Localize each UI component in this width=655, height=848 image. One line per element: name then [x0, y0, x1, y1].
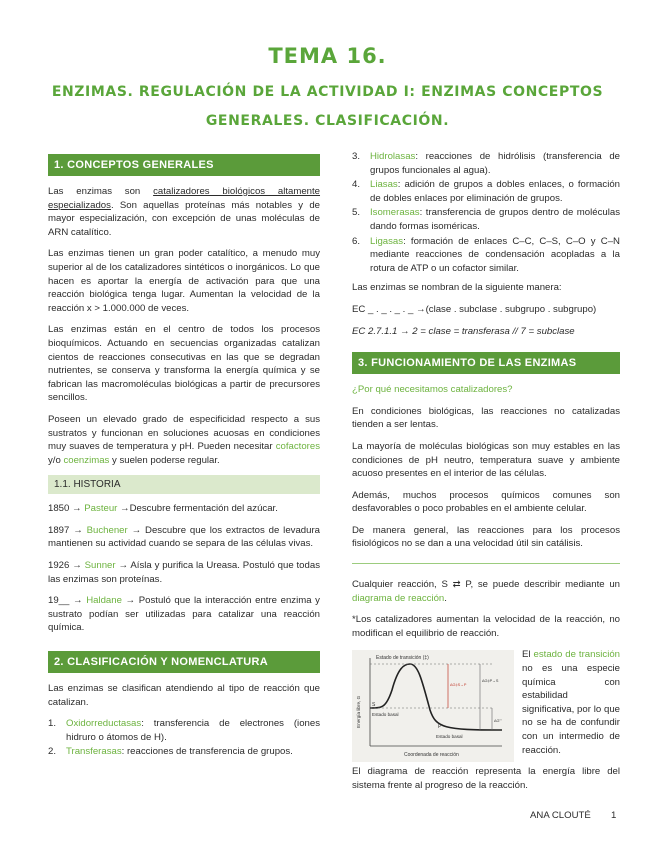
text-span: y/o [48, 454, 64, 466]
history-scientist: Sunner [84, 560, 116, 572]
list-number: 4. [352, 179, 361, 191]
text-span: . Son aquellas proteínas más notables y de mayor especialización, con excepción de unas moléculas de ARN catalítico. [48, 199, 320, 238]
history-text: → Aísla y purifica la Ureasa. Postuló que todas las enzimas son proteínas. [48, 560, 320, 585]
enzyme-class-text: : reacciones de transferencia de grupos. [121, 746, 293, 758]
history-text: →Descubre fermentación del azúcar. [117, 503, 278, 515]
history-year: 1926 → [48, 560, 85, 572]
label-dg-forward: ΔG‡S→P [450, 683, 467, 688]
list-number: 1. [48, 718, 57, 730]
paragraph-definition [48, 185, 320, 239]
paragraph-catalytic-power: Las enzimas tienen un gran poder catalítico, a menudo muy superior al de los catalizadores sintéticos o inorgánicos. Lo que hacen es aportar la energía de activación para que una reacción biológica tenga lugar. Aumentan la velocidad de la reacción x > 1.000.000 de veces. [48, 248, 320, 314]
paragraph-diagram-description: El diagrama de reacción representa la energía libre del sistema frente al progreso de la reacción. [352, 766, 620, 791]
term-coenzimas: coenzimas [63, 454, 110, 466]
footer-author: ANA CLOUTÉ [530, 810, 591, 821]
subsection-header-historia: 1.1. HISTORIA [48, 475, 320, 494]
figure-wrap-block [352, 648, 620, 792]
history-year: 1897 → [48, 524, 87, 536]
history-text: → Postuló que la interacción entre enzima y sustrato podían ser utilizadas para catalizar una reacción química. [48, 595, 320, 634]
list-number: 5. [352, 207, 361, 219]
text-span: El [522, 649, 534, 661]
paragraph-naming: Las enzimas se nombran de la siguiente manera: [352, 282, 562, 294]
text-span: no es una especie química con estabilidad significativa, por lo que no se ha de confundir con un intermedio de reacción. [522, 663, 620, 756]
list-item [352, 235, 620, 276]
page-number: 1 [611, 810, 617, 821]
text-span: Las enzimas son [48, 186, 154, 197]
list-number: 6. [352, 235, 361, 247]
label-x-axis: Coordenada de reacción [404, 752, 459, 759]
enzyme-class-text: : transferencia de grupos dentro de moléculas dando formas isoméricas. [370, 207, 620, 232]
enzyme-class-name: Hidrolasas [370, 151, 416, 162]
list-item [352, 206, 620, 233]
list-item [352, 150, 620, 177]
list-number: 2. [48, 746, 57, 758]
label-dg-standard: ΔG'° [494, 719, 502, 724]
text-span: Cualquier reacción, S ⇄ P, se puede describir mediante un [352, 579, 620, 591]
enzyme-class-text: : formación de enlaces C–C, C–S, C–O y C–N mediante reacciones de condensación acopladas a la rotura de ATP o un cofactor similar. [370, 235, 620, 274]
section-header-clasificacion: 2. CLASIFICACIÓN Y NOMENCLATURA [48, 651, 320, 673]
figure-background [352, 650, 514, 762]
paragraph-biochemical-processes: Las enzimas están en el centro de todos los procesos bioquímicos. Actuando en secuencias organizadas catalizan cientos de reacciones consecutivas en las que se degradan nutrientes, se conserva y transforma la energía química y se fabrican las macromoléculas biológicas a partir de precursores sencillos. [48, 324, 320, 404]
label-basal-1: Estado basal [372, 712, 399, 718]
label-dg-reverse: ΔG‡P→S [482, 679, 499, 684]
paragraph-unfavorable: Además, muchos procesos químicos comunes son desfavorables o poco probables en el ambiente celular. [352, 489, 620, 515]
list-item [48, 745, 320, 759]
history-scientist: Haldane [86, 595, 122, 607]
page-title: TEMA 16. [268, 44, 387, 68]
history-year: 1850 → [48, 503, 85, 515]
enzyme-class-list [48, 717, 320, 759]
enzyme-class-text: : transferencia de electrones (iones hidruro o átomos de H). [66, 718, 320, 743]
label-s: S [372, 702, 376, 709]
history-item [48, 502, 320, 516]
label-p: P [438, 724, 442, 731]
ec-example: EC 2.7.1.1 → 2 = clase = transferasa // 7 = subclase [352, 325, 575, 337]
history-item [48, 524, 320, 551]
label-y-axis: Energía libre, G [356, 696, 361, 729]
section-header-conceptos: 1. CONCEPTOS GENERALES [48, 154, 320, 176]
paragraph-slow-reactions: En condiciones biológicas, las reacciones no catalizadas tienden a ser lentas. [352, 405, 620, 431]
text-span: . [444, 592, 447, 604]
list-number: 3. [352, 151, 361, 162]
label-basal-2: Estado basal [436, 734, 463, 740]
history-year: 19__ → [48, 595, 87, 607]
paragraph-catalysis-needed: De manera general, las reacciones para los procesos fisiológicos no se dan a una velocidad útil sin catálisis. [352, 524, 620, 550]
right-column [352, 150, 620, 792]
history-scientist: Pasteur [84, 503, 118, 515]
underlined-term: catalizadores biológicos altamente especializados [48, 186, 321, 211]
text-span: y suelen poderse regular. [109, 454, 220, 466]
divider [352, 563, 620, 564]
term-cofactores: cofactores [275, 441, 320, 453]
paragraph-catalyst-note: *Los catalizadores aumentan la velocidad de la reacción, no modifican el equilibrio de reacción. [352, 614, 620, 639]
text-span: Poseen un elevado grado de especificidad respecto a sus sustratos y funcionan en soluciones acuosas en condiciones muy suaves de temperatura y pH. Pueden necesitar [48, 413, 320, 453]
section-header-funcionamiento: 3. FUNCIONAMIENTO DE LAS ENZIMAS [352, 352, 620, 374]
left-column [48, 150, 320, 765]
question-catalysts: ¿Por qué necesitamos catalizadores? [352, 384, 513, 396]
term-diagrama: diagrama de reacción [352, 592, 445, 604]
history-scientist: Buchener [86, 524, 128, 536]
history-text: → Descubre que los extractos de levadura mantienen su actividad cuando se separa de las células vivas. [48, 524, 320, 550]
paragraph-specificity [48, 413, 320, 467]
page-subtitle-line2: GENERALES. CLASIFICACIÓN. [205, 113, 450, 129]
ec-format: EC _ . _ . _ . _ →(clase . subclase . subgrupo . subgrupo) [352, 303, 597, 315]
enzyme-class-name: Oxidorreductasas [66, 718, 142, 730]
term-estado-transicion: estado de transición [533, 649, 620, 661]
page-subtitle-line1: ENZIMAS. REGULACIÓN DE LA ACTIVIDAD I: ENZIMAS CONCEPTOS [51, 84, 604, 100]
paragraph-reaction-diagram [352, 578, 620, 605]
paragraph-stability: La mayoría de moléculas biológicas son muy estables en las condiciones de pH neutro, temperatura suave y ambiente acuoso presentes en el interior de las células. [352, 440, 620, 480]
enzyme-class-name: Liasas [370, 179, 398, 191]
paragraph-classification-intro: Las enzimas se clasifican atendiendo al tipo de reacción que catalizan. [48, 683, 320, 708]
history-item [48, 594, 320, 635]
list-item [352, 178, 620, 205]
list-item [48, 717, 320, 744]
enzyme-class-name: Ligasas [370, 235, 404, 247]
enzyme-class-text: : adición de grupos a dobles enlaces, o formación de dobles enlaces por eliminación de grupos. [370, 179, 620, 204]
reaction-diagram-svg [352, 650, 514, 762]
enzyme-class-name: Transferasas [66, 746, 122, 758]
enzyme-class-name: Isomerasas [370, 207, 420, 219]
history-item [48, 559, 320, 586]
enzyme-class-text: : reacciones de hidrólisis (transferencia de grupos funcionales al agua). [370, 151, 620, 176]
label-transition-state: Estado de transición (‡) [376, 655, 429, 662]
enzyme-class-list-continued [352, 150, 620, 275]
reaction-diagram-figure [352, 650, 514, 762]
